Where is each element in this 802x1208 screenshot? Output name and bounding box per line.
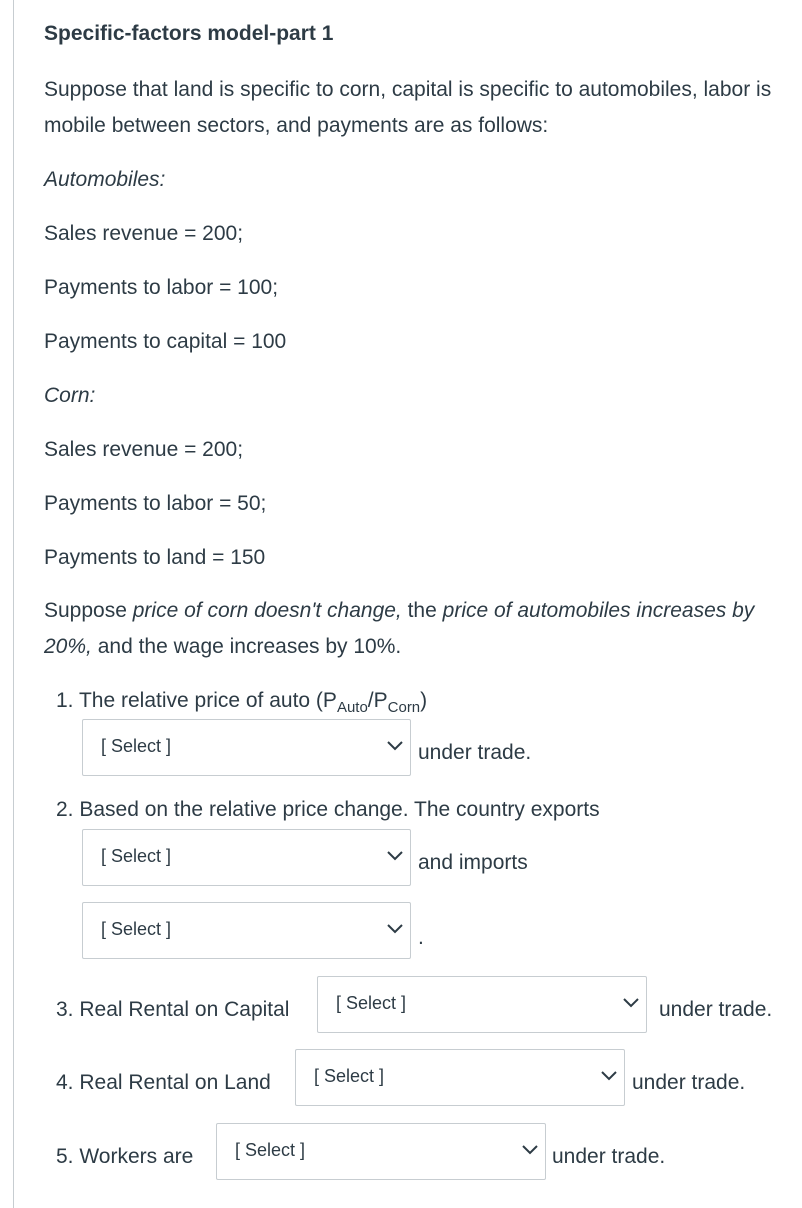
q4-suffix: under trade. xyxy=(632,1071,746,1094)
corn-heading: Corn: xyxy=(44,384,96,407)
q2-period: . xyxy=(418,926,424,949)
automobiles-heading: Automobiles: xyxy=(44,168,166,191)
q1-suffix: under trade. xyxy=(418,741,532,764)
q2-imports-select[interactable] xyxy=(82,902,411,959)
q2-exports-select-value: [ Select ] xyxy=(101,846,172,866)
q3-select[interactable] xyxy=(317,976,647,1033)
q1-prefix: 1. The relative price of auto (P xyxy=(56,689,337,712)
q1-select[interactable] xyxy=(82,719,411,776)
chevron-down-icon xyxy=(521,1142,539,1156)
page-title: Specific-factors model-part 1 xyxy=(44,22,334,45)
q1-close: ) xyxy=(420,689,428,712)
scenario-wage: and the wage increases by 10%. xyxy=(91,635,402,658)
chevron-down-icon xyxy=(386,848,404,862)
q3-select-value: [ Select ] xyxy=(336,993,407,1013)
corn-payments-labor: Payments to labor = 50; xyxy=(44,492,267,515)
q2-imports-select-value: [ Select ] xyxy=(101,919,172,939)
auto-payments-capital: Payments to capital = 100 xyxy=(44,330,287,353)
q5-select[interactable] xyxy=(216,1123,546,1180)
corn-payments-land: Payments to land = 150 xyxy=(44,546,266,569)
q2-exports-select[interactable] xyxy=(82,829,411,886)
chevron-down-icon xyxy=(622,995,640,1009)
question-4-text: 4. Real Rental on Land xyxy=(56,1071,271,1094)
auto-payments-labor: Payments to labor = 100; xyxy=(44,276,279,299)
corn-sales-revenue: Sales revenue = 200; xyxy=(44,438,244,461)
chevron-down-icon xyxy=(600,1068,618,1082)
scenario-corn-price: price of corn doesn't change, xyxy=(132,599,402,622)
auto-sales-revenue: Sales revenue = 200; xyxy=(44,222,244,245)
intro-paragraph: Suppose that land is specific to corn, capital is specific to automobiles, labor is mobile between sectors, and payments are as follows: xyxy=(44,78,772,137)
chevron-down-icon xyxy=(386,738,404,752)
content-left-border xyxy=(13,0,14,1208)
q3-suffix: under trade. xyxy=(659,998,773,1021)
scenario-auto-price: price of automobiles increases by 20%, xyxy=(44,599,755,658)
question-3-text: 3. Real Rental on Capital xyxy=(56,998,290,1021)
q5-suffix: under trade. xyxy=(552,1145,666,1168)
scenario-text-1: Suppose xyxy=(44,599,133,622)
question-2-text: 2. Based on the relative price change. The country exports xyxy=(56,798,600,821)
q4-select[interactable] xyxy=(295,1049,625,1106)
question-5-text: 5. Workers are xyxy=(56,1145,194,1168)
q1-select-value: [ Select ] xyxy=(101,736,172,756)
q1-sub-corn: Corn xyxy=(387,699,421,716)
q4-select-value: [ Select ] xyxy=(314,1066,385,1086)
chevron-down-icon xyxy=(386,921,404,935)
question-1-text xyxy=(56,689,427,716)
q1-slash: /P xyxy=(367,689,388,712)
scenario-text-2: the xyxy=(401,599,443,622)
q5-select-value: [ Select ] xyxy=(235,1140,306,1160)
q2-middle: and imports xyxy=(418,851,528,874)
scenario-paragraph xyxy=(44,593,784,665)
q1-sub-auto: Auto xyxy=(336,699,368,716)
